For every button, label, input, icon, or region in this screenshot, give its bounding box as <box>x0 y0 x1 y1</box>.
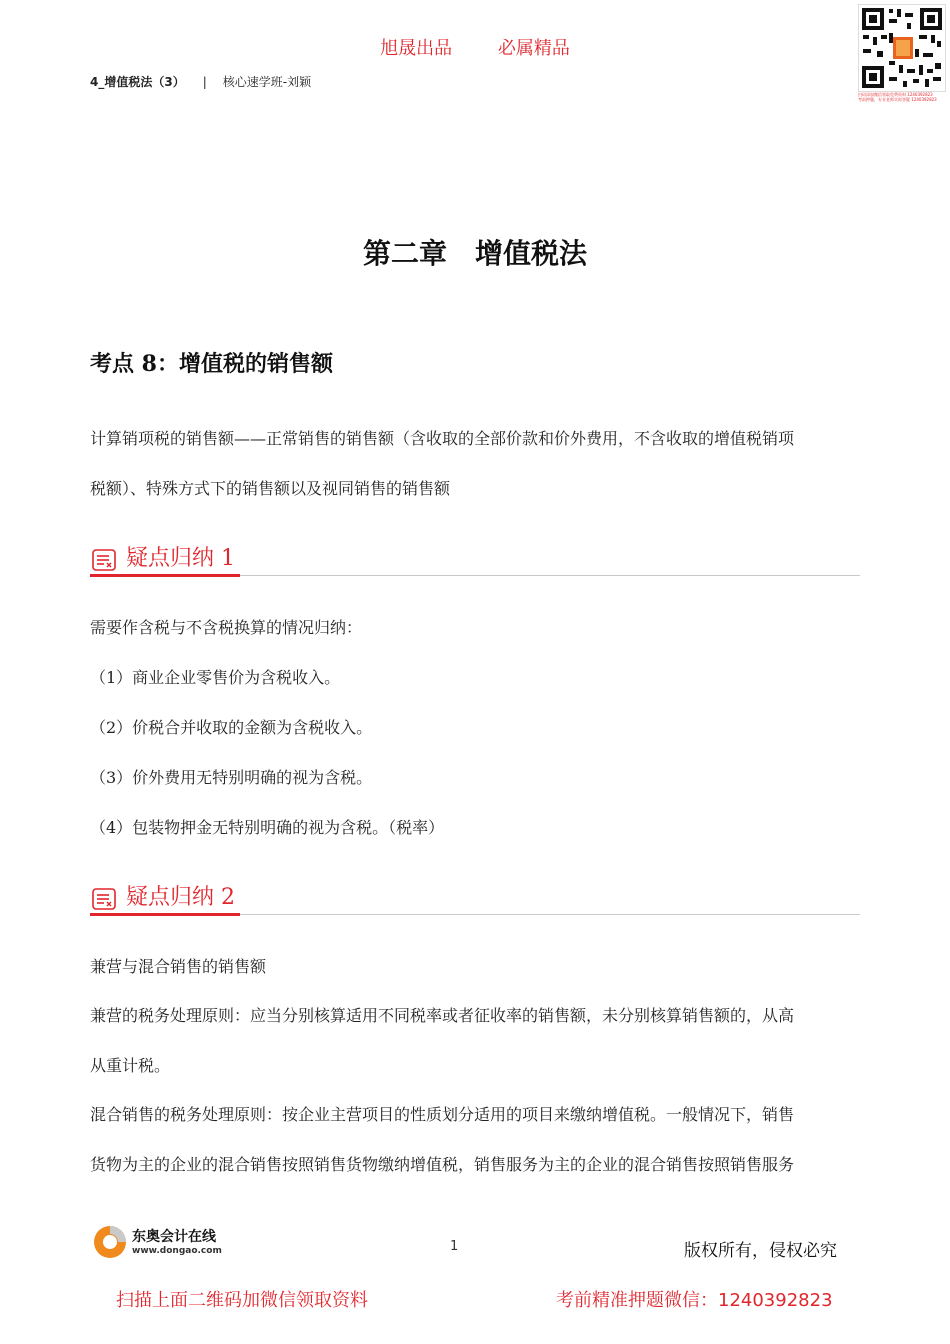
note-list-icon <box>92 549 116 575</box>
page-number: 1 <box>450 1239 459 1254</box>
header-title: 4_增值税法（3） <box>90 75 185 89</box>
copyright-notice: 版权所有，侵权必究 <box>684 1241 837 1261</box>
section1-lead: 需要作含税与不含税换算的情况归纳： <box>90 618 363 637</box>
section-title-2: 疑点归纳 2 <box>126 885 235 910</box>
section2-line: 混合销售的税务处理原则：按企业主营项目的性质划分适用的项目来缴纳增值税。一般情况下，销售 <box>90 1105 795 1124</box>
list-item: （1）商业企业零售价为含税收入。 <box>90 668 341 687</box>
section2-line: 从重计税。 <box>90 1056 171 1075</box>
intro-line-2: 税额）、特殊方式下的销售额以及视同销售的销售额 <box>90 479 451 498</box>
section2-line: 货物为主的企业的混合销售按照销售货物缴纳增值税，销售服务为主的企业的混合销售按照销售服务 <box>90 1155 795 1174</box>
footer-ad-left: 扫描上面二维码加微信领取资料 <box>116 1290 368 1311</box>
section-rule-accent <box>90 574 240 577</box>
page-header <box>90 73 311 90</box>
banner-left: 旭晟出品 <box>380 38 453 59</box>
intro-line-1: 计算销项税的销售额——正常销售的销售额（含收取的全部价款和价外费用，不含收取的增值税销项 <box>90 429 795 448</box>
banner-right: 必属精品 <box>497 38 570 59</box>
section-heading-1 <box>90 541 860 581</box>
header-separator: | <box>202 75 207 89</box>
section2-line: 兼营的税务处理原则：应当分别核算适用不同税率或者征收率的销售额，未分别核算销售额的，从高 <box>90 1006 795 1025</box>
qr-code-icon <box>858 4 946 92</box>
dongao-logo-icon <box>92 1224 128 1260</box>
qr-caption-2: 考前押题，专业老师实时答疑 1240392823 <box>858 97 937 102</box>
qr-block <box>858 4 948 110</box>
chapter-title: 第二章 增值税法 <box>362 237 587 270</box>
header-course: 核心速学班-刘颖 <box>222 75 312 89</box>
point-title: 考点 8：增值税的销售额 <box>90 351 333 377</box>
list-item: （3）价外费用无特别明确的视为含税。 <box>90 768 373 787</box>
footer-ad-right: 考前精准押题微信：1240392823 <box>556 1290 833 1311</box>
note-list-icon <box>92 888 116 914</box>
list-item: （2）价税合并收取的金额为含税收入。 <box>90 718 373 737</box>
section2-line: 兼营与混合销售的销售额 <box>90 957 267 976</box>
logo-url: www.dongao.com <box>132 1246 222 1256</box>
section-heading-2 <box>90 880 860 920</box>
section-rule-accent <box>90 913 240 916</box>
logo-name: 东奥会计在线 <box>132 1229 216 1245</box>
list-item: （4）包装物押金无特别明确的视为含税。（税率） <box>90 818 445 837</box>
section-title-1: 疑点归纳 1 <box>126 546 235 571</box>
top-banner <box>0 34 950 60</box>
qr-caption-1: 扫码添加微信领取免费资料 1240392823 <box>858 92 933 97</box>
